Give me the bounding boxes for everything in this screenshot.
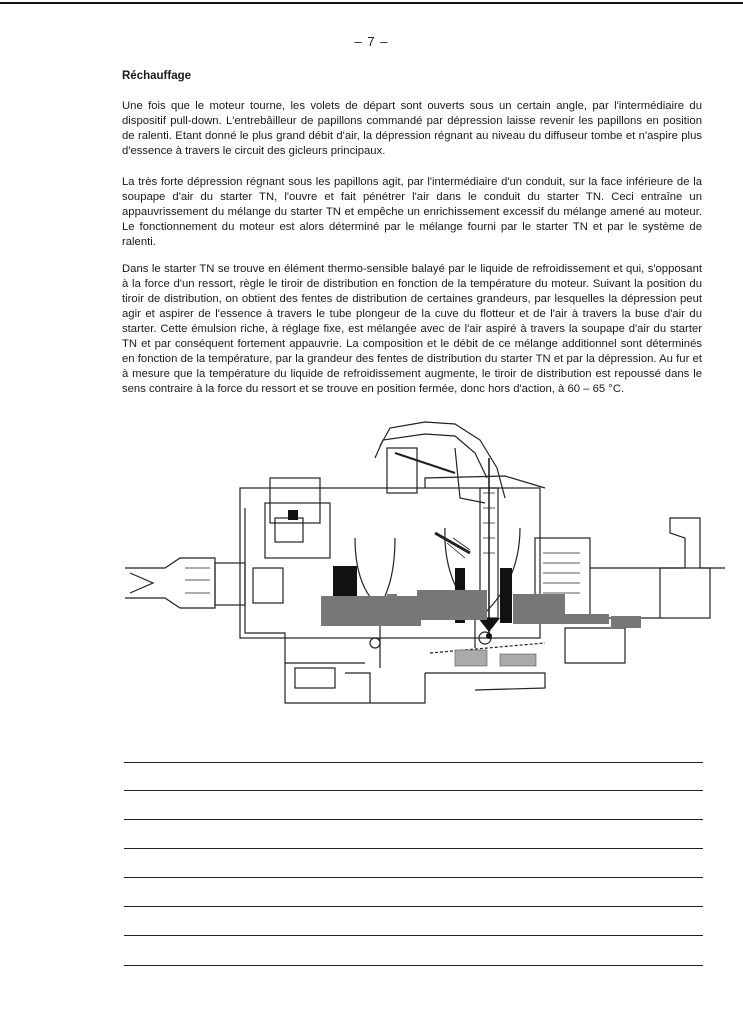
note-line <box>124 762 703 763</box>
note-line <box>124 965 703 966</box>
carburetor-cross-section-diagram <box>125 418 725 728</box>
note-line <box>124 848 703 849</box>
paragraph-1: Une fois que le moteur tourne, les volets de départ sont ouverts sous un certain angle, par l'intermédiaire du dispositif pull-down. L'entrebâilleur de papillons commandé par dépression laisse revenir les papillons en position de ralenti. Etant donné le plus grand débit d'air, la dépression régnant au niveau du diffuseur tombe et n'aspire plus d'essence à travers le circuit des gicleurs principaux. <box>122 100 702 157</box>
note-line <box>124 819 703 820</box>
note-line <box>124 906 703 907</box>
section-heading: Réchauffage <box>122 70 192 82</box>
paragraph-3: Dans le starter TN se trouve en élément thermo-sensible balayé par le liquide de refroidissement et qui, s'opposant à la force d'un ressort, règle le tiroir de distribution en fonction de la température du moteur. Suivant la position du tiroir de distribution, on obtient des fentes de distribution de certaines grandeurs, par lesquelles la dépression peut agir et aspirer de l'essence à travers le tube plongeur de la cuve du flotteur et de l'air à travers la buse d'air du starter. Cette émulsion riche, à réglage fixe, est mélangée avec de l'air aspiré à travers la soupape d'air du starter TN et par conséquent fortement appauvrie. La composition et le débit de ce mélange additionnel sont déterminés en fonction de la température, par la grandeur des fentes de distribution du starter TN et par la dépression. Au fur et à mesure que la température du liquide de refroidissement augmente, le tiroir de distribution est repoussé dans le sens contraire à la force du ressort et se trouve en position fermée, donc hors d'action, à 60 – 65 °C. <box>122 263 702 395</box>
page-number: – 7 – <box>354 34 389 49</box>
note-line <box>124 877 703 878</box>
note-line <box>124 790 703 791</box>
paragraph-2: La très forte dépression régnant sous les papillons agit, par l'intermédiaire d'un conduit, sur la face inférieure de la soupape d'air du starter TN, l'ouvre et fait pénétrer l'air dans le conduit du starter TN. Ceci entraîne un appauvrissement du mélange du starter TN et empêche un enrichissement excessif du mélange amené au moteur. Le fonctionnement du moteur est alors déterminé par le mélange fourni par le starter TN et par le système de ralenti. <box>122 176 702 248</box>
note-line <box>124 935 703 936</box>
top-rule <box>0 2 743 4</box>
